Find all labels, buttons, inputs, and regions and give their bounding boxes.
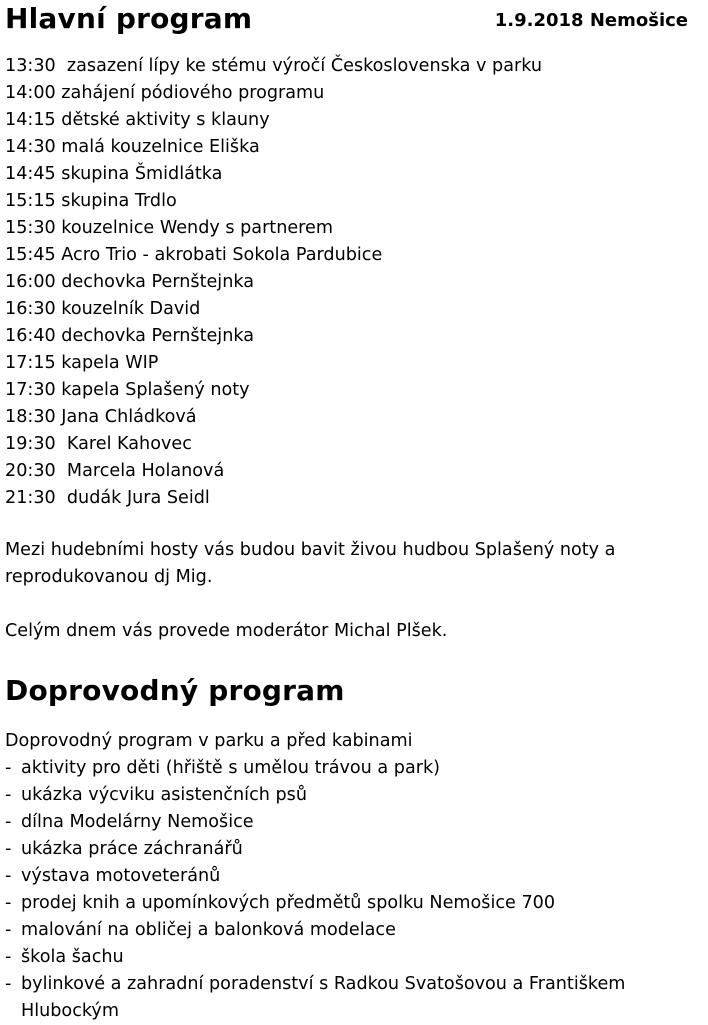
list-item-text: malování na obličej a balonková modelace [21,920,396,940]
schedule-time: 15:15 [5,191,56,211]
companion-program-intro: Doprovodný program v parku a před kabinami [5,731,413,751]
schedule-event: zahájení pódiového programu [61,83,325,103]
schedule-event: malá kouzelnice Eliška [61,137,260,157]
schedule-event: dudák Jura Seidl [61,488,210,508]
list-item [5,971,700,1025]
list-item-text: ukázka práce záchranářů [21,839,243,859]
schedule-time: 15:30 [5,218,56,238]
schedule-time: 17:30 [5,380,56,400]
list-dash: - [5,866,12,886]
list-item [5,863,700,890]
schedule-item [5,107,542,134]
schedule-event: kapela WIP [61,353,159,373]
list-dash: - [5,893,12,913]
list-item [5,917,700,944]
schedule-item [5,350,542,377]
music-guests-note: Mezi hudebními hosty vás budou bavit živou hudbou Splašený noty a reprodukovanou dj Mig. [5,540,622,587]
schedule-time: 19:30 [5,434,56,454]
schedule-event: dechovka Pernštejnka [61,272,255,292]
schedule-time: 18:30 [5,407,56,427]
list-dash: - [5,839,12,859]
schedule-event: Acro Trio - akrobati Sokola Pardubice [61,245,383,265]
list-item-text: prodej knih a upomínkových předmětů spolku Nemošice 700 [21,893,556,913]
schedule-item [5,215,542,242]
list-dash: - [5,974,12,994]
schedule-event: dechovka Pernštejnka [61,326,255,346]
list-dash: - [5,785,12,805]
list-item [5,944,700,971]
main-program-header [5,0,705,38]
schedule-event: Karel Kahovec [61,434,192,454]
list-item [5,755,700,782]
list-item [5,890,700,917]
event-date-place: 1.9.2018 Nemošice [494,10,688,31]
schedule-time: 14:15 [5,110,56,130]
schedule-event: zasazení lípy ke stému výročí Československa v parku [61,56,543,76]
schedule-event: dětské aktivity s klauny [61,110,270,130]
list-item-text: škola šachu [21,947,124,967]
list-item [5,836,700,863]
companion-program-title: Doprovodný program [5,674,345,707]
schedule-time: 21:30 [5,488,56,508]
schedule-event: kouzelník David [61,299,201,319]
schedule-time: 16:30 [5,299,56,319]
list-dash: - [5,920,12,940]
schedule-time: 16:00 [5,272,56,292]
schedule-item [5,161,542,188]
schedule-item [5,296,542,323]
schedule-item [5,134,542,161]
schedule-event: skupina Šmidlátka [61,164,223,184]
schedule-event: kouzelnice Wendy s partnerem [61,218,333,238]
schedule-time: 14:00 [5,83,56,103]
schedule-item [5,188,542,215]
schedule-item [5,269,542,296]
schedule-event: kapela Splašený noty [61,380,250,400]
schedule-time: 17:15 [5,353,56,373]
schedule-item [5,431,542,458]
list-dash: - [5,947,12,967]
schedule-time: 13:30 [5,56,56,76]
schedule-event: skupina Trdlo [61,191,177,211]
schedule-item [5,404,542,431]
main-program-schedule [5,53,542,512]
schedule-item [5,80,542,107]
schedule-time: 20:30 [5,461,56,481]
list-item-text: aktivity pro děti (hřiště s umělou trávou a park) [21,758,441,778]
schedule-event: Jana Chládková [61,407,197,427]
moderator-note: Celým dnem vás provede moderátor Michal Plšek. [5,621,448,641]
list-item-text: ukázka výcviku asistenčních psů [21,785,307,805]
schedule-item [5,458,542,485]
list-item [5,809,700,836]
companion-program-list [5,755,700,1025]
list-dash: - [5,758,12,778]
schedule-time: 14:30 [5,137,56,157]
schedule-time: 15:45 [5,245,56,265]
schedule-item [5,377,542,404]
schedule-item [5,323,542,350]
list-item-text: bylinkové a zahradní poradenství s Radkou Svatošovou a Františkem Hlubockým [21,974,626,1021]
list-item-text: výstava motoveteránů [21,866,221,886]
main-program-title: Hlavní program [5,2,253,35]
list-dash: - [5,812,12,832]
schedule-item [5,485,542,512]
schedule-event: Marcela Holanová [61,461,225,481]
program-page [5,0,705,1021]
schedule-time: 16:40 [5,326,56,346]
list-item-text: dílna Modelárny Nemošice [21,812,254,832]
schedule-item [5,53,542,80]
list-item [5,782,700,809]
companion-program-section [5,728,700,1025]
schedule-time: 14:45 [5,164,56,184]
schedule-item [5,242,542,269]
